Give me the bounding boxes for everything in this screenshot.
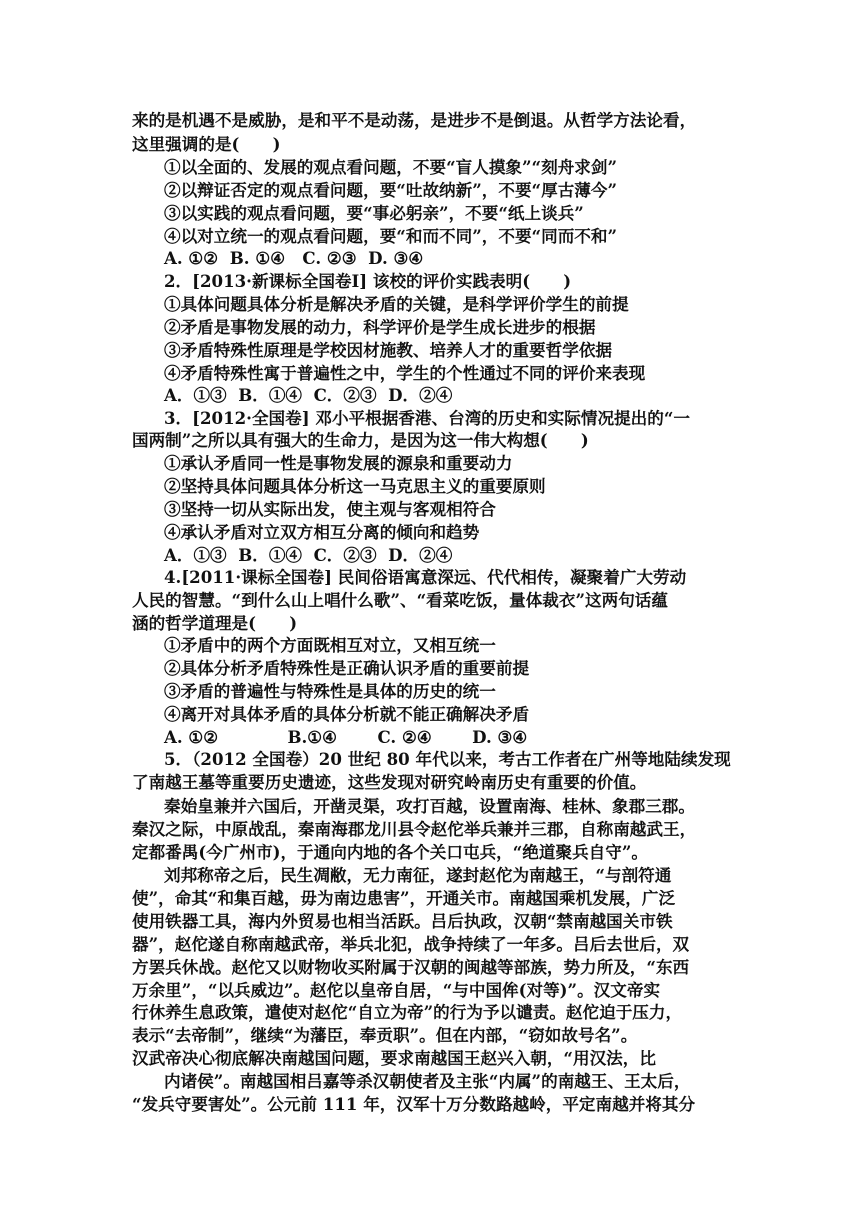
text-line: 万余里”，“以兵威边”。赵佗以皇帝自居，“与中国侔(对等)”。汉文帝实 [132,980,661,1000]
text-line: A．①③ B．①④ C．②③ D．②④ [164,545,453,565]
text-line: ④离开对具体矛盾的具体分析就不能正确解决矛盾 [164,704,530,724]
text-line: ③矛盾的普遍性与特殊性是具体的历史的统一 [164,681,496,701]
text-line: ③矛盾特殊性原理是学校因材施教、培养人才的重要哲学依据 [164,340,613,360]
text-line: 人民的智慧。“到什么山上唱什么歌”、“看菜吃饭，量体裁衣”这两句话蕴 [132,590,668,610]
text-line: 器”，赵佗遂自称南越武帝，举兵北犯，战争持续了一年多。吕后去世后，双 [132,934,690,954]
text-line: 3．[2012·全国卷] 邓小平根据香港、台湾的历史和实际情况提出的“一 [164,408,690,428]
text-line: 使”，命其“和集百越，毋为南边患害”，开通关市。南越国乘机发展，广泛 [132,888,676,908]
text-line: ①承认矛盾同一性是事物发展的源泉和重要动力 [164,453,513,473]
text-line: ③以实践的观点看问题，要“事必躬亲”，不要“纸上谈兵” [164,203,584,223]
text-line: ②以辩证否定的观点看问题，要“吐故纳新”，不要“厚古薄今” [164,180,618,200]
text-line: 来的是机遇不是威胁，是和平不是动荡，是进步不是倒退。从哲学方法论看， [132,110,697,130]
text-line: A．①③ B．①④ C．②③ D．②④ [164,385,453,405]
text-line: ②坚持具体问题具体分析这一马克思主义的重要原则 [164,476,546,496]
text-line: 2．[2013·新课标全国卷Ⅰ] 该校的评价实践表明( ) [164,271,572,291]
text-line: ③坚持一切从实际出发，使主观与客观相符合 [164,499,496,519]
text-line: ①矛盾中的两个方面既相互对立，又相互统一 [164,635,496,655]
text-line: 方罢兵休战。赵佗又以财物收买附属于汉朝的闽越等部族，势力所及，“东西 [132,957,690,977]
text-line: 5．（2012 全国卷）20 世纪 80 年代以来，考古工作者在广州等地陆续发现 [164,749,731,769]
text-line: 表示“去帝制”，继续“为藩臣，奉贡职”。但在内部，“窃如故号名”。 [132,1025,638,1045]
text-line: A. ①② B.①④ C. ②④ D. ③④ [164,727,528,747]
text-line: 4.[2011·课标全国卷] 民间俗语寓意深远、代代相传，凝聚着广大劳动 [164,567,687,587]
text-line: 内诸侯”。南越国相吕嘉等杀汉朝使者及主张“内属”的南越王、王太后， [164,1071,691,1091]
text-line: 秦汉之际，中原战乱，秦南海郡龙川县令赵佗举兵兼并三郡，自称南越武王， [132,819,697,839]
text-line: 涵的哲学道理是( ) [132,613,298,633]
text-line: 这里强调的是( ) [132,134,281,154]
text-line: 刘邦称帝之后，民生凋敝，无力南征，遂封赵佗为南越王，“与剖符通 [164,865,672,885]
text-line: “发兵守要害处”。公元前 111 年，汉军十万分数路越岭，平定南越并将其分 [132,1094,696,1114]
text-line: 国两制”之所以具有强大的生命力，是因为这一伟大构想( ) [132,430,589,450]
text-line: ④承认矛盾对立双方相互分离的倾向和趋势 [164,522,480,542]
text-line: 秦始皇兼并六国后，开凿灵渠，攻打百越，设置南海、桂林、象郡三郡。 [164,796,695,816]
text-line: ④以对立统一的观点看问题，要“和而不同”，不要“同而不和” [164,226,618,246]
text-line: ①以全面的、发展的观点看问题，不要“盲人摸象”“刻舟求剑” [164,157,618,177]
text-line: ②具体分析矛盾特殊性是正确认识矛盾的重要前提 [164,658,530,678]
text-line: 定都番禺(今广州市)，于通向内地的各个关口屯兵，“绝道聚兵自守”。 [132,842,649,862]
text-line: ①具体问题具体分析是解决矛盾的关键，是科学评价学生的前提 [164,294,629,314]
text-line: 了南越王墓等重要历史遗迹，这些发现对研究岭南历史有重要的价值。 [132,772,647,792]
text-line: 汉武帝决心彻底解决南越国问题，要求南越国王赵兴入朝，“用汉法，比 [132,1048,656,1068]
text-line: 使用铁器工具，海内外贸易也相当活跃。吕后执政，汉朝“禁南越国关市铁 [132,911,673,931]
text-line: ②矛盾是事物发展的动力，科学评价是学生成长进步的根据 [164,317,596,337]
text-line: 行休养生息政策，遣使对赵佗“自立为帝”的行为予以谴责。赵佗迫于压力， [132,1002,683,1022]
text-line: ④矛盾特殊性寓于普遍性之中，学生的个性通过不同的评价来表现 [164,363,646,383]
text-line: A. ①② B. ①④ C. ②③ D. ③④ [164,248,424,268]
